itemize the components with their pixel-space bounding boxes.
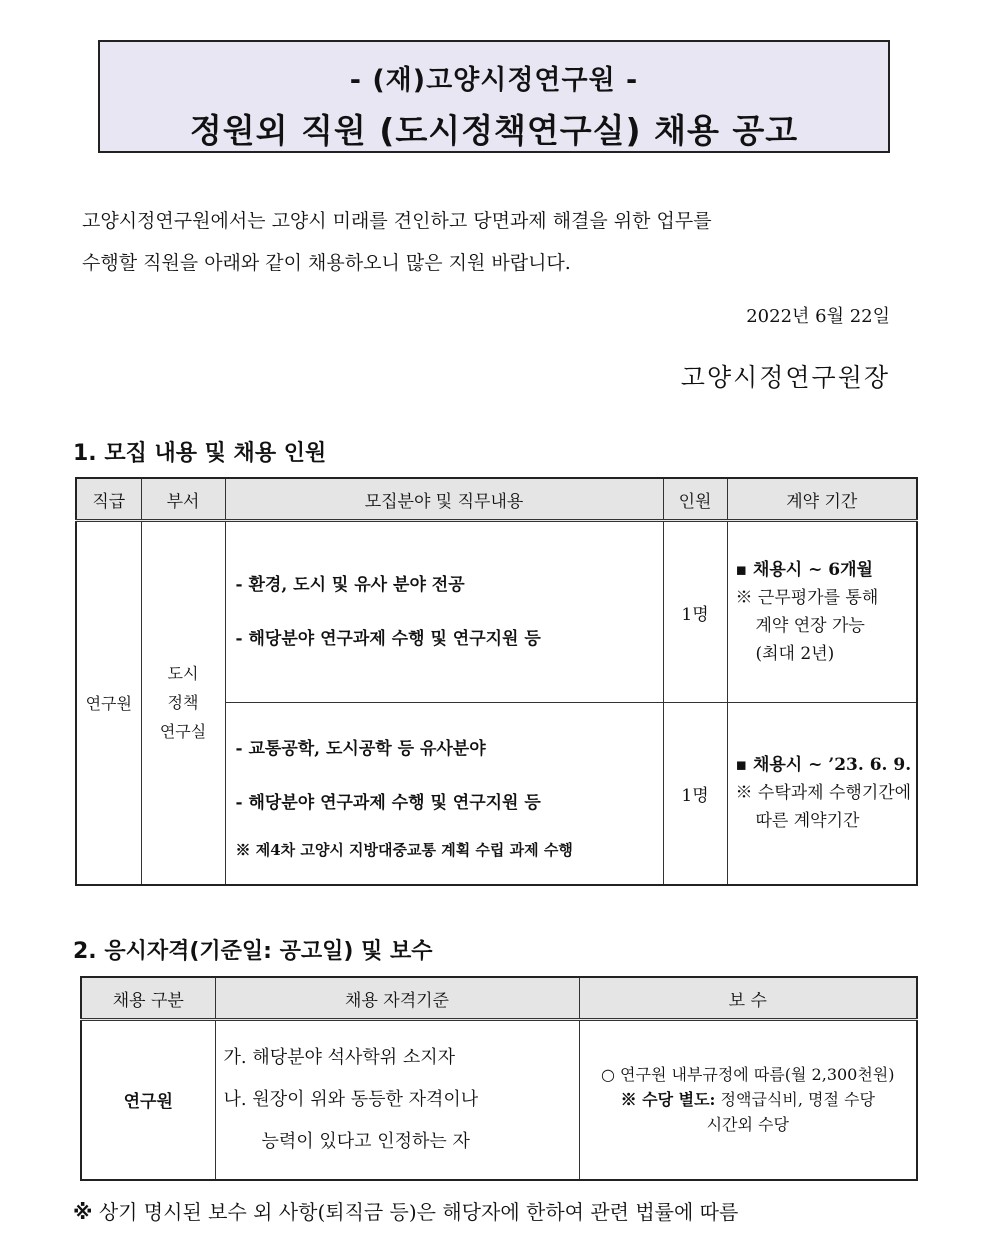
qualification-table: [80, 976, 918, 1181]
dept-line: 연구실: [159, 722, 207, 742]
qual-line: 가. 해당분야 석사학위 소지자: [223, 1046, 456, 1068]
term-note: 따른 계약기간: [755, 811, 860, 832]
count-cell: 1명: [663, 703, 727, 885]
table-row: [76, 521, 917, 703]
duties-cell: [225, 703, 663, 885]
col-header-count: 인원: [663, 478, 727, 521]
type-cell: 연구원: [81, 1020, 215, 1180]
col-header-dept: 부서: [141, 478, 225, 521]
announcement-date: 2022년 6월 22일: [746, 306, 890, 327]
title-box: [98, 40, 890, 153]
col-header-pay: 보 수: [579, 977, 917, 1020]
pay-cell: [579, 1020, 917, 1180]
col-header-rank: 직급: [76, 478, 141, 521]
term-cell: [727, 703, 917, 885]
pay-note-2: 시간외 수당: [706, 1115, 789, 1135]
term-main: ▪ 채용시 ~ 6개월: [735, 560, 873, 580]
pay-note: 정액급식비, 명절 수당: [720, 1090, 875, 1110]
duty-line: - 해당분야 연구과제 수행 및 연구지원 등: [235, 629, 541, 649]
section-2-title: 2. 응시자격(기준일: 공고일) 및 보수: [73, 939, 433, 964]
col-header-term: 계약 기간: [727, 478, 917, 521]
qual-cell: [215, 1020, 579, 1180]
page-title: 정원외 직원 (도시정책연구실) 채용 공고: [189, 111, 799, 150]
org-name: - (재)고양시정연구원 -: [349, 65, 639, 96]
dept-line: 정책: [167, 693, 199, 713]
dept-cell: [141, 521, 225, 885]
qual-line: 능력이 있다고 인정하는 자: [261, 1130, 470, 1152]
duty-line: - 교통공학, 도시공학 등 유사분야: [235, 739, 486, 760]
footer-mark: ※: [73, 1200, 93, 1224]
term-note: 계약 연장 가능: [755, 616, 865, 636]
col-header-type: 채용 구분: [81, 977, 215, 1020]
footer-text: 상기 명시된 보수 외 사항(퇴직금 등)은 해당자에 한하여 관련 법률에 따름: [98, 1200, 739, 1224]
col-header-qual: 채용 자격기준: [215, 977, 579, 1020]
intro-paragraph: [82, 200, 922, 284]
dept-line: 도시: [167, 664, 199, 684]
duty-line: - 환경, 도시 및 유사 분야 전공: [235, 575, 465, 595]
table-header-row: [76, 478, 917, 521]
term-note: (최대 2년): [755, 644, 835, 664]
pay-note-label: ※ 수당 별도:: [620, 1090, 716, 1110]
col-header-duties: 모집분야 및 직무내용: [225, 478, 663, 521]
term-note: ※ 근무평가를 통해: [735, 588, 879, 608]
term-note: ※ 수탁과제 수행기간에: [735, 783, 912, 804]
table-header-row: [81, 977, 917, 1020]
signer: 고양시정연구원장: [680, 363, 890, 392]
duties-cell: [225, 521, 663, 703]
term-main: ▪ 채용시 ~ ’23. 6. 9.: [735, 755, 912, 776]
qual-line: 나. 원장이 위와 동등한 자격이나: [223, 1088, 479, 1110]
section-1-title: 1. 모집 내용 및 채용 인원: [73, 441, 327, 466]
duty-line: - 해당분야 연구과제 수행 및 연구지원 등: [235, 793, 541, 814]
term-cell: [727, 521, 917, 703]
intro-line-1: 고양시정연구원에서는 고양시 미래를 견인하고 당면과제 해결을 위한 업무를: [82, 210, 712, 232]
rank-cell: 연구원: [76, 521, 141, 885]
duty-note: ※ 제4차 고양시 지방대중교통 계획 수립 과제 수행: [235, 841, 573, 860]
recruitment-table: [75, 477, 918, 886]
pay-note-line: [580, 1087, 917, 1112]
count-cell: 1명: [663, 521, 727, 703]
table-row: [81, 1020, 917, 1180]
intro-line-2: 수행할 직원을 아래와 같이 채용하오니 많은 지원 바랍니다.: [82, 252, 571, 274]
footer-note: [73, 1196, 738, 1225]
pay-main: ○ 연구원 내부규정에 따름(월 2,300천원): [600, 1065, 895, 1085]
